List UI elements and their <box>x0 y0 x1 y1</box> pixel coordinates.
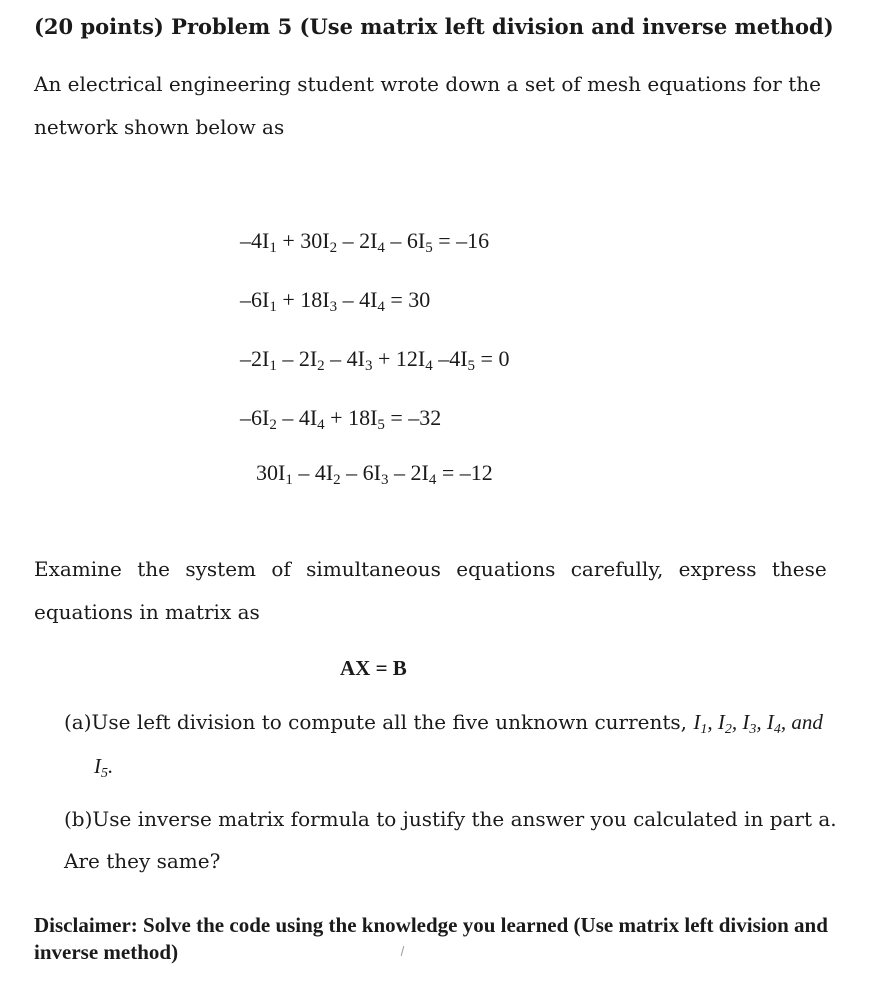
examine-line-2: equations in matrix as <box>34 600 260 624</box>
equation-4: $-6I_2 - 4I_4 + 18I_5 = -32$ <box>240 405 442 433</box>
equation-3: $-2I_1 - 2I_2 - 4I_3 + 12I_4$ $-4I_5 = 0$ <box>240 346 510 374</box>
intro-line-2: network shown below as <box>34 115 285 139</box>
examine-line-1: Examine the system of simultaneous equations carefully, express these <box>34 557 827 581</box>
problem-heading: (20 points) Problem 5 (Use matrix left division and inverse method) <box>34 14 834 39</box>
part-b-line-1: (b)Use inverse matrix formula to justify the answer you calculated in part a. <box>64 807 837 831</box>
part-a-line-1: (a)Use left division to compute all the five unknown currents, $I_1$, $I_2$, $I_3$, $I_4$, and <box>64 710 823 737</box>
equation-5: $30I_1 - 4I_2 - 6I_3 - 2I_4 = -12$ <box>256 460 493 488</box>
intro-line-1: An electrical engineering student wrote down a set of mesh equations for the <box>34 72 821 96</box>
matrix-equation: AX = B <box>340 656 407 680</box>
part-a-line-2: $I_5$. <box>94 754 114 781</box>
part-b-line-2: Are they same? <box>64 849 221 873</box>
disclaimer: Disclaimer: Solve the code using the knowledge you learned (Use matrix left division and inverse method) <box>34 913 828 964</box>
equation-2: $-6I_1 + 18I_3 - 4I_4 = 30$ <box>240 287 431 315</box>
equation-1: $-4I_1 + 30I_2 - 2I_4 - 6I_5 = -16$ <box>240 228 490 256</box>
